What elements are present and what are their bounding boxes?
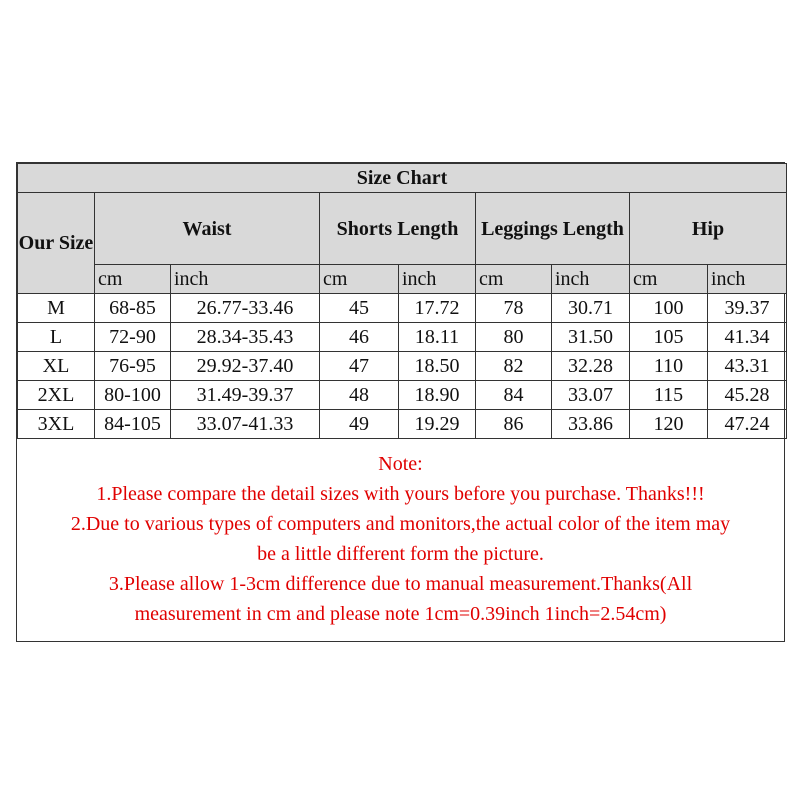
unit-leggings-cm: cm [476,265,552,294]
note-line: 1.Please compare the detail sizes with yours before you purchase. Thanks!!! [96,483,705,505]
size-label: L [18,323,95,352]
table-cell: 86 [476,410,552,439]
table-cell: 17.72 [399,294,476,323]
table-cell: 39.37 [708,294,787,323]
table-cell: 80-100 [95,381,171,410]
table-cell: 33.86 [552,410,630,439]
unit-hip-inch: inch [708,265,787,294]
table-cell: 45 [320,294,399,323]
table-row [18,381,787,410]
unit-shorts-inch: inch [399,265,476,294]
table-cell: 33.07 [552,381,630,410]
table-cell: 76-95 [95,352,171,381]
note-line: be a little different form the picture. [257,543,544,565]
header-leggings-length: Leggings Length [476,193,630,265]
table-cell: 31.50 [552,323,630,352]
size-chart [16,162,785,642]
table-cell: 49 [320,410,399,439]
table-cell: 29.92-37.40 [171,352,320,381]
unit-waist-cm: cm [95,265,171,294]
header-shorts-length: Shorts Length [320,193,476,265]
table-cell: 82 [476,352,552,381]
note-line: measurement in cm and please note 1cm=0.39inch 1inch=2.54cm) [134,603,667,625]
table-cell: 78 [476,294,552,323]
size-label: XL [18,352,95,381]
table-cell: 80 [476,323,552,352]
table-cell: 115 [630,381,708,410]
header-waist: Waist [95,193,320,265]
table-cell: 28.34-35.43 [171,323,320,352]
table-cell: 18.50 [399,352,476,381]
table-cell: 19.29 [399,410,476,439]
table-row [18,352,787,381]
table-row [18,323,787,352]
size-label: M [18,294,95,323]
table-cell: 105 [630,323,708,352]
table-cell: 72-90 [95,323,171,352]
table-cell: 32.28 [552,352,630,381]
table-cell: 84-105 [95,410,171,439]
table-cell: 43.31 [708,352,787,381]
chart-title: Size Chart [18,164,787,193]
table-row [18,294,787,323]
table-cell: 48 [320,381,399,410]
table-cell: 84 [476,381,552,410]
table-cell: 47.24 [708,410,787,439]
unit-leggings-inch: inch [552,265,630,294]
size-label: 3XL [18,410,95,439]
unit-waist-inch: inch [171,265,320,294]
unit-shorts-cm: cm [320,265,399,294]
table-cell: 26.77-33.46 [171,294,320,323]
header-our-size: Our Size [18,193,95,294]
table-cell: 100 [630,294,708,323]
size-table [17,163,787,439]
table-row [18,410,787,439]
table-cell: 47 [320,352,399,381]
table-cell: 18.90 [399,381,476,410]
table-cell: 110 [630,352,708,381]
header-hip: Hip [630,193,787,265]
table-cell: 41.34 [708,323,787,352]
notes-section [17,439,784,629]
table-cell: 120 [630,410,708,439]
note-line: 3.Please allow 1-3cm difference due to manual measurement.Thanks(All [108,573,693,595]
size-label: 2XL [18,381,95,410]
unit-hip-cm: cm [630,265,708,294]
table-cell: 68-85 [95,294,171,323]
table-cell: 31.49-39.37 [171,381,320,410]
table-cell: 18.11 [399,323,476,352]
table-cell: 45.28 [708,381,787,410]
table-cell: 46 [320,323,399,352]
note-line: 2.Due to various types of computers and monitors,the actual color of the item may [70,513,731,535]
table-cell: 30.71 [552,294,630,323]
table-cell: 33.07-41.33 [171,410,320,439]
notes-heading: Note: [378,453,423,475]
